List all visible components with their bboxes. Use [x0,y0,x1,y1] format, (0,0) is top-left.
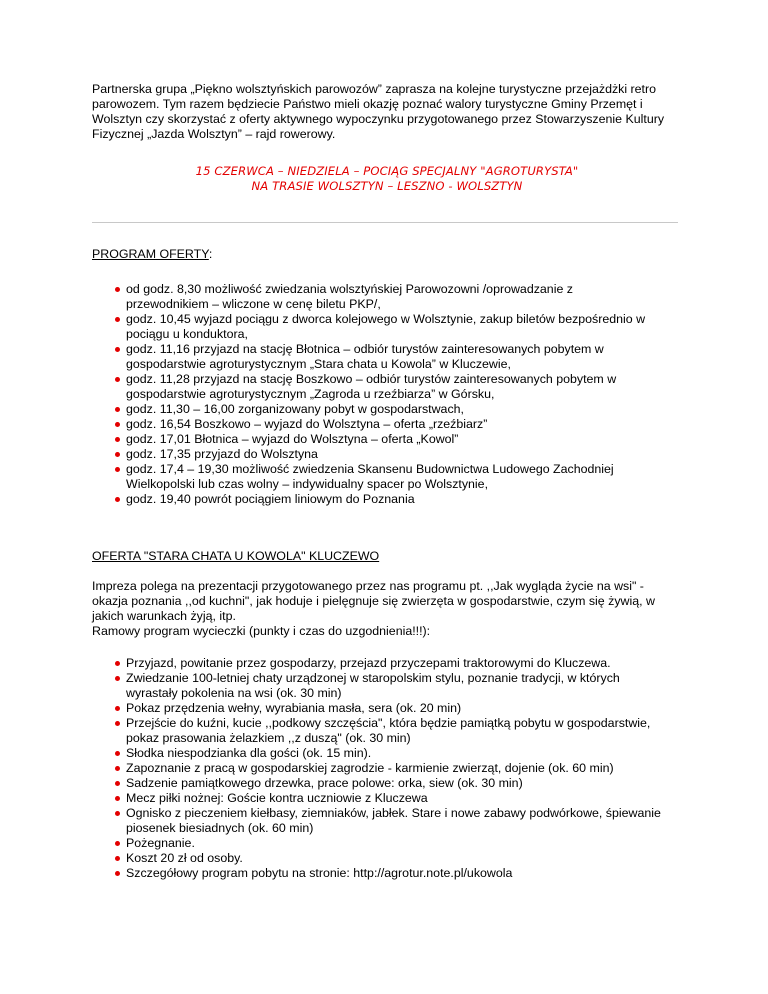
list-item-text: Mecz piłki nożnej: Goście kontra uczniowie z Kluczewa [126,791,428,805]
list-item-text: Ognisko z pieczeniem kiełbasy, ziemniaków, jabłek. Stare i nowe zabawy podwórkowe, śpiewanie piosenek biesiadnych (ok. 60 min) [126,806,661,835]
list-item [92,432,646,447]
list-item-text: Szczegółowy program pobytu na stronie: http://agrotur.note.pl/ukowola [126,866,513,880]
list-item-text: godz. 11,28 przyjazd na stację Boszkowo – odbiór turystów zainteresowanych pobytem w gospodarstwie agroturystycznym „Zagroda u rzeźbiarza” w Górsku, [126,372,617,401]
bullet-icon [115,676,120,681]
list-item [92,851,671,866]
list-item [92,791,671,806]
bullet-icon [115,287,120,292]
list-item [92,342,646,372]
list-item-text: godz. 17,35 przyjazd do Wolsztyna [126,447,318,461]
list-item [92,776,671,791]
list-item [92,656,671,671]
bullet-icon [115,377,120,382]
bullet-icon [115,841,120,846]
program-title-text: PROGRAM OFERTY [92,247,209,261]
bullet-icon [115,437,120,442]
bullet-icon [115,407,120,412]
bullet-icon [115,347,120,352]
bullet-icon [115,721,120,726]
bullet-icon [115,856,120,861]
list-item [92,282,646,312]
list-item-text: od godz. 8,30 możliwość zwiedzania wolsztyńskiej Parowozowni /oprowadzanie z przewodnikiem – wliczone w cenę biletu PKP/, [126,282,573,311]
document-page [92,82,682,881]
list-item-text: Słodka niespodzianka dla gości (ok. 15 min). [126,746,372,760]
oferta-title-text: OFERTA "STARA CHATA U KOWOLA" KLUCZEWO [92,549,380,563]
bullet-icon [115,706,120,711]
bullet-icon [115,811,120,816]
list-item-text: Zwiedzanie 100-letniej chaty urządzonej w staropolskim stylu, poznanie tradycji, w których wyrastały pokolenia na wsi (ok. 30 min) [126,671,620,700]
bullet-icon [115,422,120,427]
list-item-text: Przyjazd, powitanie przez gospodarzy, przejazd przyczepami traktorowymi do Kluczewa. [126,656,611,670]
event-highlight-line-2: NA TRASIE WOLSZTYN – LESZNO - WOLSZTYN [251,179,523,193]
list-item [92,806,671,836]
list-item [92,402,646,417]
list-item [92,492,646,507]
program-title-colon: : [208,247,213,261]
list-item [92,701,671,716]
list-item [92,866,671,881]
list-item-text: godz. 10,45 wyjazd pociągu z dworca kolejowego w Wolsztynie, zakup biletów bezpośrednio w pociągu u konduktora, [126,312,646,341]
list-item-text: Koszt 20 zł od osoby. [126,851,243,865]
bullet-icon [115,317,120,322]
list-item-text: Przejście do kuźni, kucie ,,podkowy szczęścia", która będzie pamiątką pobytu w gospodarstwie, pokaz prasowania żelazkiem ,,z duszą" (ok. 30 min) [126,716,651,745]
bullet-icon [115,467,120,472]
list-item-text: godz. 19,40 powrót pociągiem liniowym do Poznania [126,492,415,506]
list-item-text: Sadzenie pamiątkowego drzewka, prace polowe: orka, siew (ok. 30 min) [126,776,523,790]
list-item [92,462,646,492]
program-section-title [92,247,682,262]
list-item-text: godz. 17,01 Błotnica – wyjazd do Wolsztyna – oferta „Kowol” [126,432,459,446]
intro-paragraph: Partnerska grupa „Piękno wolsztyńskich parowozów” zaprasza na kolejne turystyczne przejażdżki retro parowozem. Tym razem będziecie Państwo mieli okazję poznać walory turystyczne Gminy Przemęt i Wolsztyn czy skorzystać z oferty aktywnego wypoczynku przygotowanego przez Stowarzyszenie Kultury Fizycznej „Jazda Wolsztyn” – rajd rowerowy. [92,82,665,141]
list-item [92,716,671,746]
list-item [92,761,671,776]
list-item [92,312,646,342]
list-item-text: Pokaz przędzenia wełny, wyrabiania masła, sera (ok. 20 min) [126,701,462,715]
bullet-icon [115,796,120,801]
list-item [92,746,671,761]
list-item [92,417,646,432]
list-item-text: godz. 16,54 Boszkowo – wyjazd do Wolsztyna – oferta „rzeźbiarz” [126,417,488,431]
list-item-text: Pożegnanie. [126,836,195,850]
bullet-icon [115,661,120,666]
list-item [92,372,646,402]
list-item-text: Zapoznanie z pracą w gospodarskiej zagrodzie - karmienie zwierząt, dojenie (ok. 60 min) [126,761,614,775]
list-item [92,671,671,701]
oferta-description: Impreza polega na prezentacji przygotowanego przez nas programu pt. ,,Jak wygląda życie na wsi" - okazja poznania ,,od kuchni", jak hoduje i pielęgnuje się zwierzęta w gospodarstwie, czym się żywią, w jakich warunkach żyją, itp. [92,579,655,623]
list-item [92,447,646,462]
list-item-text: godz. 17,4 – 19,30 możliwość zwiedzenia Skansenu Budownictwa Ludowego Zachodniej Wielkopolski lub czas wolny – indywidualny spacer po Wolsztynie, [126,462,614,491]
bullet-icon [115,751,120,756]
bullet-icon [115,497,120,502]
bullet-icon [115,452,120,457]
program-list [92,282,682,507]
list-item-text: godz. 11,30 – 16,00 zorganizowany pobyt w gospodarstwach, [126,402,464,416]
list-item-text: godz. 11,16 przyjazd na stację Błotnica – odbiór turystów zainteresowanych pobytem w gospodarstwie agroturystycznym „Stara chata u Kowola” w Kluczewie, [126,342,604,371]
event-highlight [92,164,682,194]
oferta-list [92,656,682,881]
event-highlight-line-1: 15 CZERWCA – NIEDZIELA – POCIĄG SPECJALNY "AGROTURYSTA" [195,164,579,178]
bullet-icon [115,781,120,786]
oferta-frame-heading: Ramowy program wycieczki (punkty i czas do uzgodnienia!!!): [92,624,431,638]
oferta-section-title [92,549,682,564]
bullet-icon [115,766,120,771]
horizontal-divider [92,222,678,223]
list-item [92,836,671,851]
bullet-icon [115,871,120,876]
